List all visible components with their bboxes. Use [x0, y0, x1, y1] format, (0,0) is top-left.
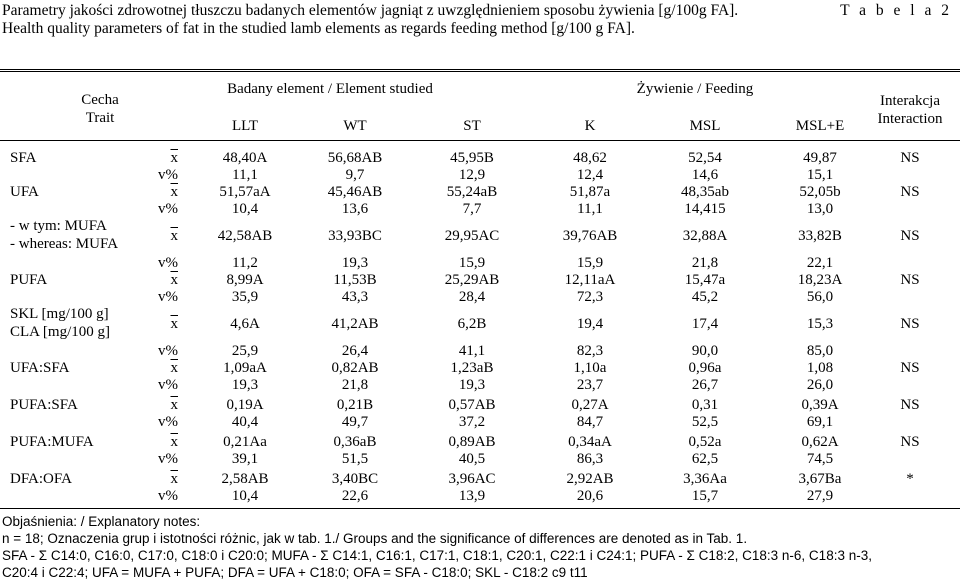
table-cell: 33,93BC	[328, 228, 382, 244]
interaction-cell: *	[906, 471, 914, 487]
interaction-cell: NS	[900, 272, 920, 288]
table-cell: 11,53B	[333, 272, 377, 288]
table-cell: 19,3	[341, 255, 369, 271]
table-cell: 1,08	[806, 360, 834, 376]
notes-line-2: SFA - Σ C14:0, C16:0, C17:0, C18:0 i C20:0; MUFA - Σ C14:1, C16:1, C17:1, C18:1, C20:1, C22:1 i C24:1; PUFA - Σ C18:2, C18:3 n-6, C18:3 n-3,	[2, 548, 872, 563]
cv-label: v%	[158, 451, 178, 467]
table-cell: 90,0	[691, 343, 719, 359]
trait-label: CLA [mg/100 g]	[10, 324, 110, 340]
table-cell: 13,6	[341, 201, 369, 217]
table-cell: 51,87a	[569, 184, 611, 200]
table-cell: 22,6	[341, 488, 369, 504]
interaction-cell: NS	[900, 316, 920, 332]
table-cell: 15,9	[576, 255, 604, 271]
table-cell: 26,7	[691, 377, 719, 393]
interaction-cell: NS	[900, 150, 920, 166]
table-cell: 84,7	[576, 414, 604, 430]
table-cell: 3,40BC	[331, 471, 379, 487]
table-cell: 86,3	[576, 451, 604, 467]
table-cell: 29,95AC	[444, 228, 500, 244]
table-cell: 85,0	[806, 343, 834, 359]
table-cell: 0,89AB	[448, 434, 496, 450]
table-cell: 15,7	[691, 488, 719, 504]
mean-symbol: $\overline{x}$	[170, 184, 178, 200]
table-cell: 15,1	[806, 167, 834, 183]
table-cell: 14,415	[684, 201, 726, 217]
table-cell: 62,5	[691, 451, 719, 467]
table-cell: 72,3	[576, 289, 604, 305]
table-cell: 28,4	[458, 289, 486, 305]
interaction-cell: NS	[900, 397, 920, 413]
table-cell: 15,47a	[684, 272, 726, 288]
column-header: MSL+E	[795, 118, 845, 134]
table-cell: 0,31	[691, 397, 719, 413]
table-cell: 21,8	[341, 377, 369, 393]
interaction-cell: NS	[900, 434, 920, 450]
table-cell: 52,05b	[799, 184, 841, 200]
table-cell: 33,82B	[798, 228, 842, 244]
table-cell: 23,7	[576, 377, 604, 393]
table-cell: 0,39A	[801, 397, 839, 413]
notes-line-1: n = 18; Oznaczenia grup i istotności różnic, jak w tab. 1./ Groups and the significance of differences are denoted as in Tab. 1.	[2, 531, 748, 546]
table-cell: 41,1	[458, 343, 486, 359]
header-bottom-rule	[0, 140, 960, 141]
table-cell: 32,88A	[682, 228, 728, 244]
table-cell: 0,19A	[226, 397, 264, 413]
table-cell: 48,62	[573, 150, 607, 166]
table-cell: 2,92AB	[566, 471, 614, 487]
table-cell: 39,76AB	[562, 228, 618, 244]
table-cell: 48,35ab	[681, 184, 729, 200]
trait-label: - w tym: MUFA	[10, 218, 107, 234]
table-cell: 15,3	[806, 316, 834, 332]
interaction-cell: NS	[900, 228, 920, 244]
table-bottom-rule	[0, 508, 960, 509]
table-cell: 25,29AB	[444, 272, 500, 288]
table-top-rule	[0, 69, 960, 70]
cv-label: v%	[158, 488, 178, 504]
table-cell: 1,23aB	[450, 360, 494, 376]
table-cell: 0,82AB	[331, 360, 379, 376]
column-header: WT	[343, 118, 367, 134]
column-header: ST	[463, 118, 481, 134]
table-cell: 19,3	[458, 377, 486, 393]
table-cell: 20,6	[576, 488, 604, 504]
table-cell: 49,7	[341, 414, 369, 430]
table-cell: 37,2	[458, 414, 486, 430]
table-cell: 17,4	[691, 316, 719, 332]
interaction-cell: NS	[900, 184, 920, 200]
table-cell: 12,11aA	[564, 272, 616, 288]
trait-label: PUFA:SFA	[10, 397, 78, 413]
mean-symbol: $\overline{x}$	[170, 150, 178, 166]
cv-label: v%	[158, 201, 178, 217]
trait-label: PUFA:MUFA	[10, 434, 94, 450]
header-interaction-en: Interaction	[877, 111, 943, 127]
cv-label: v%	[158, 377, 178, 393]
cv-label: v%	[158, 414, 178, 430]
column-header: LLT	[231, 118, 259, 134]
table-cell: 40,4	[231, 414, 259, 430]
table-cell: 10,4	[231, 488, 259, 504]
mean-symbol: $\overline{x}$	[170, 228, 178, 244]
table-cell: 51,5	[341, 451, 369, 467]
table-cell: 3,36Aa	[683, 471, 727, 487]
table-cell: 0,36aB	[333, 434, 377, 450]
table-cell: 9,7	[345, 167, 365, 183]
trait-label: UFA	[10, 184, 39, 200]
table-cell: 0,62A	[801, 434, 839, 450]
cv-label: v%	[158, 167, 178, 183]
table-cell: 45,95B	[450, 150, 494, 166]
table-cell: 49,87	[803, 150, 837, 166]
table-cell: 7,7	[462, 201, 482, 217]
mean-symbol: $\overline{x}$	[170, 397, 178, 413]
table-cell: 12,9	[458, 167, 486, 183]
mean-symbol: $\overline{x}$	[170, 471, 178, 487]
table-cell: 42,58AB	[217, 228, 273, 244]
table-cell: 1,10a	[573, 360, 607, 376]
table-cell: 26,0	[806, 377, 834, 393]
caption-en: Health quality parameters of fat in the studied lamb elements as regards feeding method [g/100 g FA].	[2, 20, 635, 37]
header-element-group: Badany element / Element studied	[227, 81, 433, 97]
table-cell: 0,52a	[688, 434, 722, 450]
table-cell: 4,6A	[230, 316, 260, 332]
table-cell: 15,9	[458, 255, 486, 271]
header-interaction-pl: Interakcja	[880, 93, 940, 109]
table-cell: 12,4	[576, 167, 604, 183]
table-cell: 82,3	[576, 343, 604, 359]
table-cell: 26,4	[341, 343, 369, 359]
table-cell: 39,1	[231, 451, 259, 467]
table-cell: 0,21B	[336, 397, 374, 413]
table-cell: 56,68AB	[327, 150, 383, 166]
table-cell: 45,2	[691, 289, 719, 305]
table-label: T a b e l a 2	[840, 2, 952, 19]
table-cell: 13,0	[806, 201, 834, 217]
table-cell: 8,99A	[226, 272, 264, 288]
table-cell: 11,1	[232, 167, 258, 183]
header-trait-en: Trait	[85, 110, 115, 126]
notes-title: Objaśnienia: / Explanatory notes:	[2, 514, 201, 529]
table-cell: 0,34aA	[568, 434, 612, 450]
column-header: K	[584, 118, 596, 134]
cv-label: v%	[158, 255, 178, 271]
table-cell: 18,23A	[797, 272, 843, 288]
table-cell: 40,5	[458, 451, 486, 467]
table-cell: 35,9	[231, 289, 259, 305]
table-cell: 56,0	[806, 289, 834, 305]
table-top-rule-double	[0, 71, 960, 72]
trait-label: PUFA	[10, 272, 48, 288]
table-cell: 0,21Aa	[223, 434, 267, 450]
table-cell: 41,2AB	[331, 316, 379, 332]
table-cell: 1,09aA	[223, 360, 267, 376]
table-cell: 27,9	[806, 488, 834, 504]
table-cell: 48,40A	[222, 150, 268, 166]
table-cell: 11,2	[232, 255, 258, 271]
interaction-cell: NS	[900, 360, 920, 376]
trait-label: SKL [mg/100 g]	[10, 306, 109, 322]
mean-symbol: $\overline{x}$	[170, 272, 178, 288]
table-cell: 19,3	[231, 377, 259, 393]
caption-pl: Parametry jakości zdrowotnej tłuszczu badanych elementów jagniąt z uwzględnieniem sposobu żywienia [g/100g FA].	[2, 2, 739, 19]
table-cell: 43,3	[341, 289, 369, 305]
table-cell: 14,6	[691, 167, 719, 183]
table-cell: 2,58AB	[221, 471, 269, 487]
table-cell: 13,9	[458, 488, 486, 504]
table-cell: 11,1	[577, 201, 603, 217]
trait-label: DFA:OFA	[10, 471, 72, 487]
table-cell: 52,5	[691, 414, 719, 430]
notes-line-3: C20:4 i C22:4; UFA = MUFA + PUFA; DFA = UFA + C18:0; OFA = SFA - C18:0; SKL - C18:2 c9 t11	[2, 565, 588, 580]
table-cell: 6,2B	[457, 316, 487, 332]
table-cell: 51,57aA	[219, 184, 271, 200]
cv-label: v%	[158, 343, 178, 359]
trait-label: - whereas: MUFA	[10, 236, 119, 252]
trait-label: SFA	[10, 150, 37, 166]
table-cell: 10,4	[231, 201, 259, 217]
table-cell: 45,46AB	[327, 184, 383, 200]
table-cell: 69,1	[806, 414, 834, 430]
header-trait-pl: Cecha	[81, 92, 119, 108]
table-cell: 55,24aB	[446, 184, 498, 200]
trait-label: UFA:SFA	[10, 360, 70, 376]
table-cell: 21,8	[691, 255, 719, 271]
table-cell: 3,67Ba	[798, 471, 842, 487]
table-cell: 22,1	[806, 255, 834, 271]
mean-symbol: $\overline{x}$	[170, 434, 178, 450]
table-cell: 0,27A	[571, 397, 609, 413]
table-cell: 74,5	[806, 451, 834, 467]
mean-symbol: $\overline{x}$	[170, 360, 178, 376]
table-cell: 0,57AB	[448, 397, 496, 413]
header-feeding-group: Żywienie / Feeding	[636, 81, 754, 97]
table-cell: 19,4	[576, 316, 604, 332]
table-cell: 3,96AC	[448, 471, 496, 487]
table-cell: 52,54	[688, 150, 722, 166]
mean-symbol: $\overline{x}$	[170, 316, 178, 332]
table-cell: 25,9	[231, 343, 259, 359]
table-cell: 0,96a	[688, 360, 722, 376]
column-header: MSL	[689, 118, 721, 134]
cv-label: v%	[158, 289, 178, 305]
